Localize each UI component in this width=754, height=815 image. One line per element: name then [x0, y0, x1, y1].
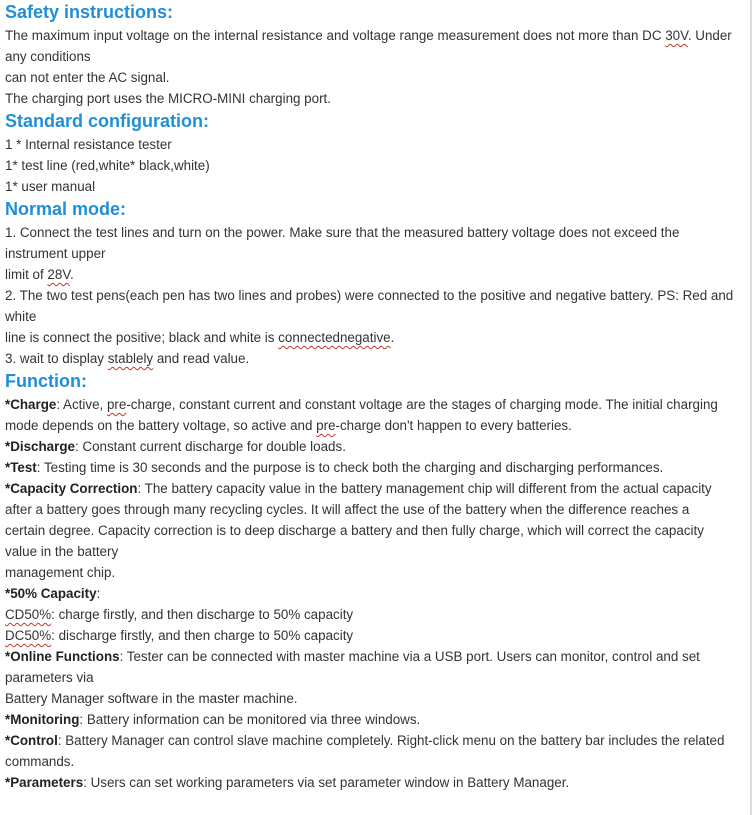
capacity-50-line	[5, 583, 750, 604]
safety-line-4: The charging port uses the MICRO-MINI charging port.	[5, 91, 331, 106]
online-line-1	[5, 646, 750, 667]
normal-line-6	[5, 327, 750, 348]
text: .	[70, 267, 74, 282]
online-line-2: parameters via	[5, 670, 94, 685]
monitoring-label: *Monitoring	[5, 712, 80, 727]
text: line is connect the positive; black and white is	[5, 330, 279, 345]
text: : The battery capacity value in the battery management chip will different from the actual capacity	[137, 481, 712, 496]
normal-line-3	[5, 264, 750, 285]
safety-line-3: can not enter the AC signal.	[5, 70, 170, 85]
text: : Constant current discharge for double loads.	[74, 439, 346, 454]
text: . Under	[687, 28, 732, 43]
monitoring-line	[5, 709, 750, 730]
spellcheck-word: pre	[316, 418, 336, 433]
spellcheck-word: 30V	[665, 28, 688, 43]
text: : Battery information can be monitored via three windows.	[79, 712, 421, 727]
text: : Battery Manager can control slave machine completely. Right-click menu on the battery bar includes the related	[57, 733, 725, 748]
safety-line-2: any conditions	[5, 49, 91, 64]
text: -charge, constant current and constant voltage are the stages of charging mode. The initial charging	[126, 397, 718, 412]
text: :	[96, 586, 101, 601]
config-heading: Standard configuration:	[5, 111, 209, 131]
control-label: *Control	[5, 733, 58, 748]
test-line	[5, 457, 750, 478]
capacity-correction-line-4: value in the battery	[5, 544, 119, 559]
text: : discharge firstly, and then charge to 50% capacity	[51, 628, 354, 643]
charge-line-2	[5, 415, 750, 436]
config-line-1: 1 * Internal resistance tester	[5, 137, 172, 152]
spellcheck-word: 28V	[47, 267, 71, 282]
capacity-correction-line-3: certain degree. Capacity correction is to deep discharge a battery and then fully charge, which will correct the capacity	[5, 523, 704, 538]
text: -charge don't happen to every batteries.	[335, 418, 572, 433]
charge-line-1	[5, 394, 750, 415]
capacity-50-label: *50% Capacity	[5, 586, 97, 601]
text: : charge firstly, and then discharge to 50% capacity	[51, 607, 354, 622]
online-label: *Online Functions	[5, 649, 120, 664]
text: limit of	[5, 267, 48, 282]
spellcheck-word: pre	[106, 397, 127, 412]
spellcheck-word: CD50%	[5, 607, 52, 622]
dc50-line	[5, 625, 750, 646]
text: : Tester can be connected with master machine via a USB port. Users can monitor, control and set	[119, 649, 700, 664]
text: .	[390, 330, 395, 345]
capacity-correction-label: *Capacity Correction	[5, 481, 138, 496]
normal-mode-heading: Normal mode:	[5, 199, 127, 219]
control-line-1	[5, 730, 750, 751]
text: 3. wait to display	[5, 351, 108, 366]
function-heading: Function:	[5, 371, 87, 391]
charge-label: *Charge	[5, 397, 57, 412]
text: The maximum input voltage on the internal resistance and voltage range measurement does not more than DC	[5, 28, 666, 43]
spellcheck-word: connectednegative	[278, 330, 391, 345]
parameters-label: *Parameters	[5, 775, 84, 790]
online-line-3: Battery Manager software in the master machine.	[5, 691, 298, 706]
discharge-label: *Discharge	[5, 439, 75, 454]
spellcheck-word: stablely	[107, 351, 154, 366]
text: : Users can set working parameters via set parameter window in Battery Manager.	[83, 775, 570, 790]
cd50-line	[5, 604, 750, 625]
control-line-2: commands.	[5, 754, 75, 769]
safety-line-1	[5, 25, 750, 46]
text: : Testing time is 30 seconds and the purpose is to check both the charging and discharging performances.	[36, 460, 664, 475]
normal-line-1: 1. Connect the test lines and turn on the power. Make sure that the measured battery voltage does not exceed the	[5, 225, 680, 240]
safety-heading: Safety instructions:	[5, 2, 174, 22]
text: : Active,	[56, 397, 107, 412]
config-line-3: 1* user manual	[5, 179, 96, 194]
normal-line-4: 2. The two test pens(each pen has two lines and probes) were connected to the positive and negative battery. PS: Red and	[5, 288, 734, 303]
normal-line-5: white	[5, 309, 37, 324]
normal-line-2: instrument upper	[5, 246, 106, 261]
text: and read value.	[153, 351, 250, 366]
text: mode depends on the battery voltage, so active and	[5, 418, 317, 433]
capacity-correction-line-2: after a battery goes through many recycling cycles. It will affect the use of the battery when the difference reaches a	[5, 502, 690, 517]
spellcheck-word: DC50%	[5, 628, 52, 643]
capacity-correction-line-5: management chip.	[5, 565, 116, 580]
parameters-line	[5, 772, 750, 793]
capacity-correction-line-1	[5, 478, 750, 499]
config-line-2: 1* test line (red,white* black,white)	[5, 158, 210, 173]
test-label: *Test	[5, 460, 37, 475]
discharge-line	[5, 436, 750, 457]
normal-line-7	[5, 348, 750, 369]
